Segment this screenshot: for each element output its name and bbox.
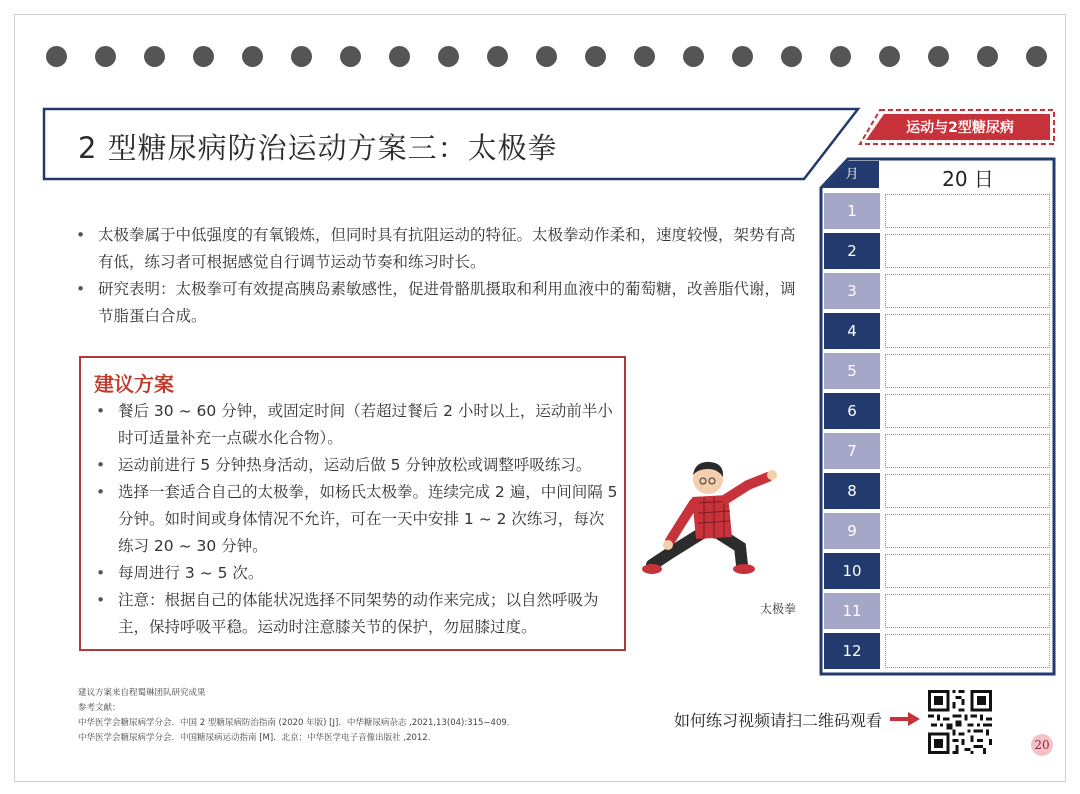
calendar-month-9: 9	[824, 513, 880, 549]
calendar-month-12: 12	[824, 633, 880, 669]
advice-title: 建议方案	[94, 372, 174, 396]
calendar-entry-cell[interactable]	[885, 434, 1050, 468]
scan-prompt: 如何练习视频请扫二维码观看	[674, 711, 883, 730]
tai-chi-figure-illustration	[640, 455, 780, 580]
reference-line: 参考文献：	[78, 703, 121, 713]
calendar-month-header: 月	[845, 167, 859, 182]
calendar-month-3: 3	[824, 273, 880, 309]
calendar-month-7: 7	[824, 433, 880, 469]
calendar-month-4: 4	[824, 313, 880, 349]
advice-item: • 选择一套适合自己的太极拳，如杨氏太极拳。连续完成 2 遍，中间间隔 5 分钟。如时间或身体情况不允许，可在一天中安排 1 ~ 2 次练习，每次练习 20 ~ 30 分钟。	[94, 479, 619, 560]
page-title: 2 型糖尿病防治运动方案三：太极拳	[78, 131, 558, 165]
illustration-caption: 太极拳	[760, 602, 797, 616]
calendar-entry-cell[interactable]	[885, 354, 1050, 388]
qr-code[interactable]	[926, 690, 994, 754]
calendar-entry-cell[interactable]	[885, 394, 1050, 428]
calendar-entry-cell[interactable]	[885, 314, 1050, 348]
references	[78, 686, 509, 746]
advice-item: • 注意：根据自己的体能状况选择不同架势的动作来完成；以自然呼吸为主，保持呼吸平稳。运动时注意膝关节的保护，勿屈膝过度。	[94, 587, 619, 641]
advice-list	[94, 398, 619, 641]
calendar-entry-cell[interactable]	[885, 514, 1050, 548]
intro-item: • 研究表明：太极拳可有效提高胰岛素敏感性，促进骨骼肌摄取和利用血液中的葡萄糖，改善脂代谢，调节脂蛋白合成。	[76, 276, 796, 330]
calendar-month-8: 8	[824, 473, 880, 509]
calendar-month-10: 10	[824, 553, 880, 589]
topic-badge-label: 运动与2型糖尿病	[906, 120, 1014, 136]
reference-line: 中华医学会糖尿病学分会．中国 2 型糖尿病防治指南 (2020 年版) [J]．中华糖尿病杂志 ,2021,13(04):315−409.	[78, 718, 510, 728]
calendar-entry-cell[interactable]	[885, 194, 1050, 228]
advice-item: • 运动前进行 5 分钟热身活动，运动后做 5 分钟放松或调整呼吸练习。	[94, 452, 619, 479]
intro-item: • 太极拳属于中低强度的有氧锻炼，但同时具有抗阻运动的特征。太极拳动作柔和，速度较慢，架势有高有低，练习者可根据感觉自行调节运动节奏和练习时长。	[76, 222, 796, 276]
calendar-month-5: 5	[824, 353, 880, 389]
calendar-entry-cell[interactable]	[885, 554, 1050, 588]
page-number: 20	[1031, 734, 1053, 756]
calendar-month-2: 2	[824, 233, 880, 269]
intro-list	[76, 222, 796, 330]
calendar-month-6: 6	[824, 393, 880, 429]
calendar-entry-cell[interactable]	[885, 274, 1050, 308]
arrow-right-icon	[890, 712, 920, 726]
calendar-entry-cell[interactable]	[885, 594, 1050, 628]
calendar-entry-cell[interactable]	[885, 634, 1050, 668]
advice-item: • 餐后 30 ~ 60 分钟，或固定时间（若超过餐后 2 小时以上，运动前半小时可适量补充一点碳水化合物）。	[94, 398, 619, 452]
reference-line: 中华医学会糖尿病学分会．中国糖尿病运动指南 [M]．北京：中华医学电子音像出版社 ,2012.	[78, 733, 431, 743]
calendar-entry-cell[interactable]	[885, 474, 1050, 508]
calendar-month-11: 11	[824, 593, 880, 629]
calendar-day-header: 20 日	[942, 167, 994, 191]
calendar-entry-cell[interactable]	[885, 234, 1050, 268]
calendar-month-1: 1	[824, 193, 880, 229]
advice-item: • 每周进行 3 ~ 5 次。	[94, 560, 619, 587]
reference-line: 建议方案来自程蜀琳团队研究成果	[78, 688, 206, 698]
